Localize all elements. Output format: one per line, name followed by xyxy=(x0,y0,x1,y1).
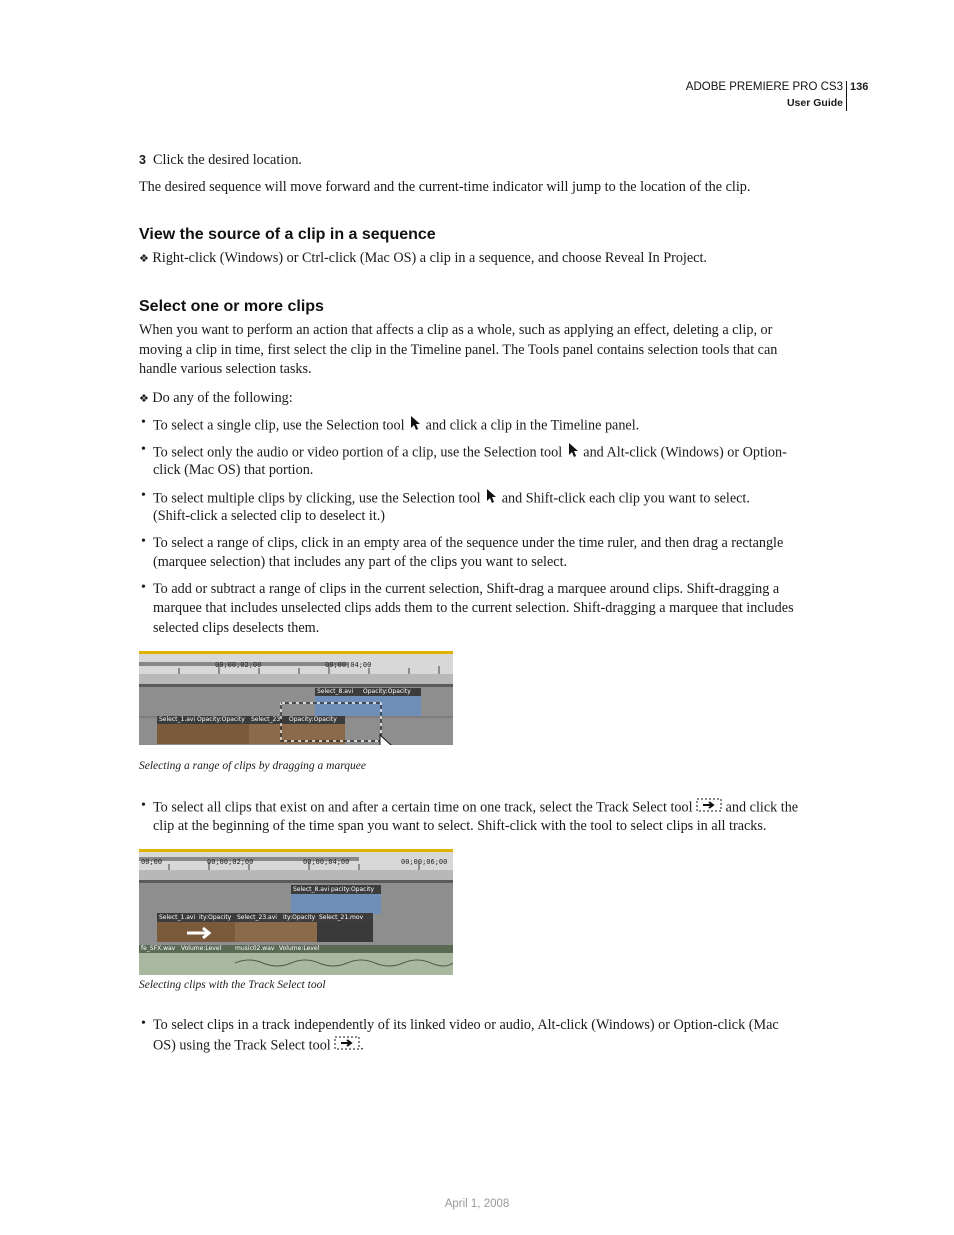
timeline-screenshot-1 xyxy=(139,651,453,745)
bullet-text-continued: click (Mac OS) that portion. xyxy=(153,462,314,478)
bullet-track-select xyxy=(153,798,798,819)
do-any-text: Do any of the following: xyxy=(152,390,293,406)
clip-effect-label: Opacity:Opacity xyxy=(289,716,337,723)
bullet-marker: • xyxy=(141,580,146,595)
audio-effect-label: Volume:Level xyxy=(181,945,222,952)
bullet-add-subtract-line-3: selected clips deselects them. xyxy=(153,620,320,636)
heading-select-clips: Select one or more clips xyxy=(139,298,324,315)
paragraph-sequence-move: The desired sequence will move forward and the current-time indicator will jump to the location of the clip. xyxy=(139,179,751,195)
bullet-add-subtract-line-2: marquee that includes unselected clips adds them to the current selection. Shift-dragging a marquee that includes xyxy=(153,600,794,616)
timecode-label: 00;00;04;00 xyxy=(303,858,350,866)
track-select-tool-icon xyxy=(334,1036,360,1057)
timecode-label: 00;00;04;00 xyxy=(325,661,372,669)
clip-effect-label: Opacity:Opacity xyxy=(363,688,411,695)
bullet-text: OS) using the Track Select tool xyxy=(153,1037,331,1054)
running-header-guide: User Guide xyxy=(786,97,843,109)
figure-marquee-selection xyxy=(139,651,453,745)
clip-label: Select_1.avi xyxy=(159,914,196,921)
step-text: Click the desired location. xyxy=(153,152,302,168)
intro-line-2: moving a clip in time, first select the clip in the Timeline panel. The Tools panel contains selection tools that can xyxy=(139,342,778,358)
bullet-add-subtract-line-1: To add or subtract a range of clips in the current selection, Shift-drag a marquee around clips. Shift-dragging a xyxy=(153,581,780,597)
timecode-label: 00;00;02;00 xyxy=(215,661,262,669)
audio-effect-label: Volume:Level xyxy=(279,945,320,952)
footer-date: April 1, 2008 xyxy=(444,1198,510,1210)
heading-view-source: View the source of a clip in a sequence xyxy=(139,226,436,243)
figure-caption: Selecting clips with the Track Select tool xyxy=(139,979,326,991)
audio-clip-label: fe_SFX.wav xyxy=(141,945,176,952)
clip-label: Select_21.mov xyxy=(319,914,364,921)
bullet-text: and click the xyxy=(725,799,799,816)
timecode-label: 00;00;02;00 xyxy=(207,858,254,866)
timecode-label: 00;00;06;00 xyxy=(401,858,448,866)
clip-effect-label: ity:Opacity xyxy=(283,914,316,921)
header-divider xyxy=(846,81,847,111)
diamond-bullet-icon: ❖ xyxy=(139,392,149,405)
clip-effect-label: Opacity:Opacity xyxy=(197,716,245,723)
selection-tool-icon xyxy=(484,488,498,511)
bullet-text: To select only the audio or video portion of a clip, use the Selection tool xyxy=(153,444,563,461)
audio-clip-label: music02.wav xyxy=(235,945,275,952)
bullet-independent-line-1: To select clips in a track independently of its linked video or audio, Alt-click (Windows) or Option-click (Mac xyxy=(153,1017,779,1033)
bullet-single-clip xyxy=(153,415,639,438)
clip-effect-label: ity:Opacity xyxy=(199,914,232,921)
bullet-marker: • xyxy=(141,442,146,457)
do-any-instruction xyxy=(139,389,293,409)
bullet-text-continued: (Shift-click a selected clip to deselect it.) xyxy=(153,508,386,524)
bullet-marker: • xyxy=(141,534,146,549)
bullet-marker: • xyxy=(141,488,146,503)
page-number: 136 xyxy=(850,81,869,93)
step-3 xyxy=(139,151,302,171)
bullet-text: . xyxy=(360,1037,364,1054)
clip-effect-label: pacity:Opacity xyxy=(331,886,375,893)
clip-label: Select_8.avi xyxy=(317,688,354,695)
clip-label: Select_23.avi xyxy=(237,914,277,921)
bullet-text: and Shift-click each clip you want to select. xyxy=(501,490,750,507)
clip-label: Select_1.avi xyxy=(159,716,196,723)
diamond-bullet-icon: ❖ xyxy=(139,252,149,265)
instruction-view-source xyxy=(139,249,707,269)
clip-label: Select_23 xyxy=(251,716,281,723)
bullet-marker: • xyxy=(141,415,146,430)
clip-label: Select_8.avi xyxy=(293,886,330,893)
bullet-marker: • xyxy=(141,798,146,813)
bullet-range-line-1: To select a range of clips, click in an empty area of the sequence under the time ruler, and then drag a rectangle xyxy=(153,535,784,551)
bullet-text: and Alt-click (Windows) or Option- xyxy=(583,444,787,461)
instruction-text: Right-click (Windows) or Ctrl-click (Mac OS) a clip in a sequence, and choose Reveal In Project. xyxy=(152,250,707,266)
bullet-range-line-2: (marquee selection) that includes any part of the clips you want to select. xyxy=(153,554,568,570)
bullet-text: To select multiple clips by clicking, use the Selection tool xyxy=(153,490,481,507)
timeline-screenshot-2 xyxy=(139,849,453,975)
bullet-marker: • xyxy=(141,1016,146,1031)
bullet-text: To select a single clip, use the Selection tool xyxy=(153,417,405,434)
timecode-label: 00;00 xyxy=(141,858,163,866)
step-number: 3 xyxy=(139,153,146,167)
figure-track-select xyxy=(139,849,453,975)
selection-tool-icon xyxy=(408,415,422,438)
selection-tool-icon xyxy=(566,442,580,465)
running-header-product: ADOBE PREMIERE PRO CS3 xyxy=(685,81,843,93)
figure-caption: Selecting a range of clips by dragging a marquee xyxy=(139,760,366,772)
bullet-text: and click a clip in the Timeline panel. xyxy=(425,417,640,434)
track-select-tool-icon xyxy=(696,798,722,819)
bullet-text-continued: clip at the beginning of the time span you want to select. Shift-click with the tool to select clips in all tracks. xyxy=(153,818,767,834)
bullet-text: To select all clips that exist on and after a certain time on one track, select the Track Select tool xyxy=(153,799,693,816)
intro-line-1: When you want to perform an action that affects a clip as a whole, such as applying an effect, deleting a clip, or xyxy=(139,322,773,338)
intro-line-3: handle various selection tasks. xyxy=(139,361,312,377)
bullet-independent-line-2 xyxy=(153,1036,364,1057)
